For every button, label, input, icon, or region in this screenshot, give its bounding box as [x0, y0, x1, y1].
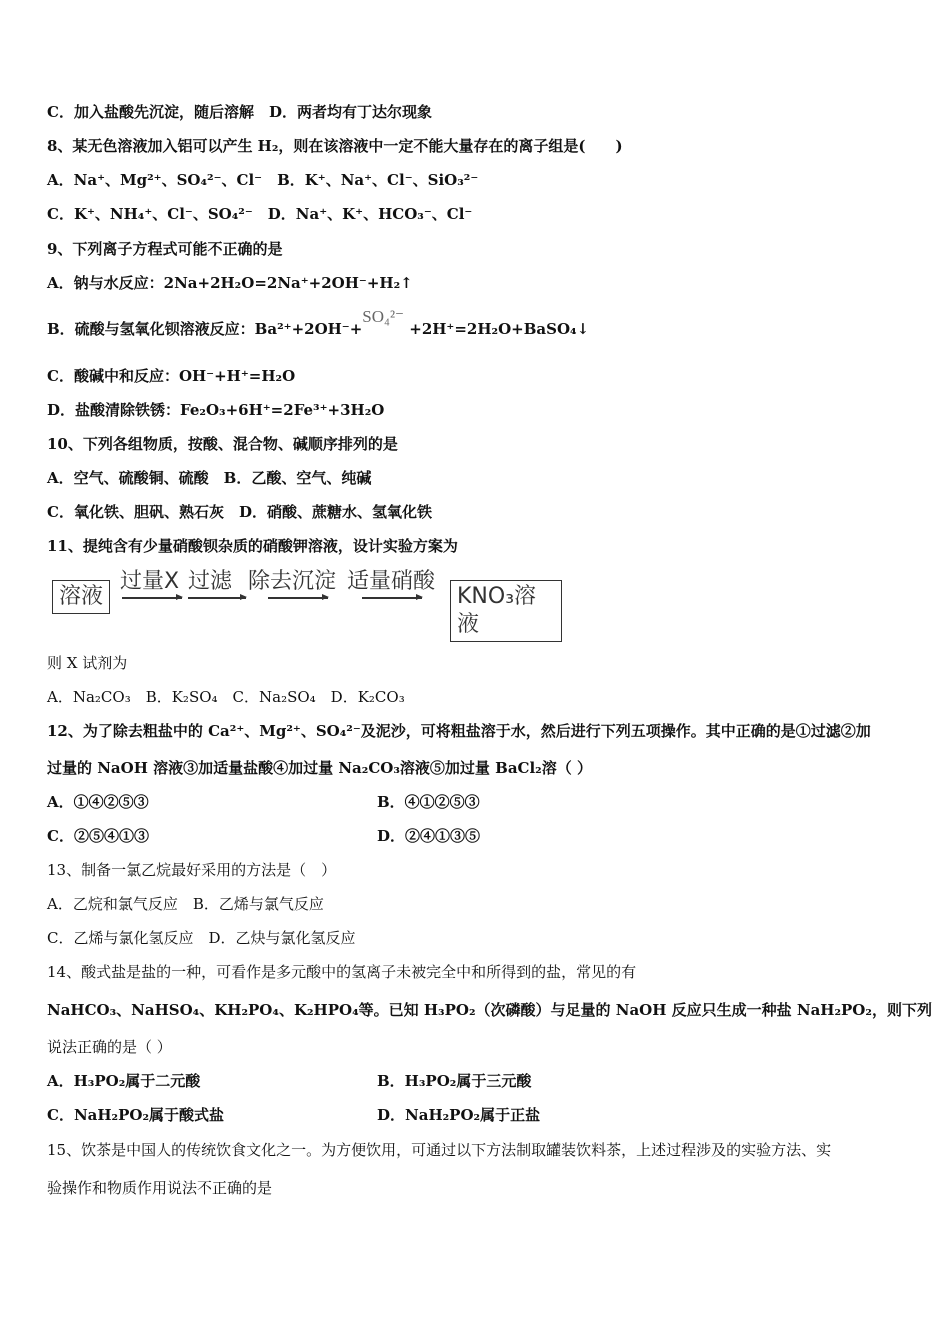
q9-option-a: A．钠与水反应：2Na+2H₂O=2Na⁺+2OH⁻+H₂↑	[47, 274, 413, 292]
sulfate-formula: SO₄²⁻	[362, 307, 405, 326]
q9-option-b-text: B．硫酸与氢氧化钡溶液反应：Ba²⁺+2OH⁻+	[47, 320, 363, 338]
q9-option-b	[47, 307, 590, 339]
q12-option-c: C．②⑤④①③	[47, 827, 149, 845]
q14-option-d: D．NaH₂PO₂属于正盐	[377, 1106, 541, 1124]
q12-stem-1: 12、为了除去粗盐中的 Ca²⁺、Mg²⁺、SO₄²⁻及泥沙，可将粗盐溶于水，然后进行下列五项操作。其中正确的是①过滤②加	[47, 722, 871, 740]
q10-options-cd: C．氧化铁、胆矾、熟石灰 D．硝酸、蔗糖水、氢氧化铁	[47, 503, 432, 521]
arrow-icon	[188, 597, 246, 599]
flow-step-2: 过滤	[188, 569, 233, 594]
q13-options-ab: A．乙烷和氯气反应 B．乙烯与氯气反应	[47, 895, 324, 913]
q14-option-b: B．H₃PO₂属于三元酸	[377, 1072, 532, 1090]
arrow-icon	[122, 597, 182, 599]
q12-options-cd	[47, 826, 481, 846]
flow-step-1: 过量X	[120, 569, 180, 594]
q11-flow-diagram	[52, 568, 562, 637]
q12-option-b: B．④①②⑤③	[377, 793, 480, 811]
q8-options-ab: A．Na⁺、Mg²⁺、SO₄²⁻、Cl⁻ B．K⁺、Na⁺、Cl⁻、SiO₃²⁻	[47, 171, 479, 189]
arrow-icon	[268, 597, 328, 599]
q14-option-a: A．H₃PO₂属于二元酸	[47, 1072, 201, 1090]
flow-step-4: 适量硝酸	[347, 569, 436, 594]
q13-stem: 13、制备一氯乙烷最好采用的方法是（ ）	[47, 861, 337, 879]
q14-stem-2: NaHCO₃、NaHSO₄、KH₂PO₄、K₂HPO₄等。已知 H₃PO₂（次磷酸）与足量的 NaOH 反应只生成一种盐 NaH₂PO₂，则下列	[47, 1001, 932, 1019]
q14-options-cd	[47, 1105, 541, 1125]
q11-question: 则 X 试剂为	[47, 654, 128, 672]
q9-option-b-rest: +2H⁺=2H₂O+BaSO₄↓	[404, 320, 590, 338]
q13-options-cd: C．乙烯与氯化氢反应 D．乙炔与氯化氢反应	[47, 929, 356, 947]
q14-stem-1: 14、酸式盐是盐的一种，可看作是多元酸中的氢离子未被完全中和所得到的盐，常见的有	[47, 963, 637, 981]
q12-options-ab	[47, 792, 480, 812]
q14-options-ab	[47, 1071, 532, 1091]
q12-stem-2: 过量的 NaOH 溶液③加适量盐酸④加过量 Na₂CO₃溶液⑤加过量 BaCl₂溶（ ）	[47, 759, 592, 777]
q8-stem: 8、某无色溶液加入铝可以产生 H₂，则在该溶液中一定不能大量存在的离子组是( )	[47, 137, 623, 155]
flow-start-box: 溶液	[52, 580, 110, 614]
flow-end-box: KNO₃溶液	[450, 580, 562, 642]
q10-options-ab: A．空气、硫酸铜、硫酸 B．乙酸、空气、纯碱	[47, 469, 372, 487]
q11-options: A．Na₂CO₃ B．K₂SO₄ C．Na₂SO₄ D．K₂CO₃	[47, 688, 405, 706]
q14-option-c: C．NaH₂PO₂属于酸式盐	[47, 1106, 225, 1124]
q14-stem-3: 说法正确的是（ ）	[47, 1038, 172, 1056]
q8-options-cd: C．K⁺、NH₄⁺、Cl⁻、SO₄²⁻ D．Na⁺、K⁺、HCO₃⁻、Cl⁻	[47, 205, 473, 223]
flow-step-3: 除去沉淀	[248, 569, 337, 594]
q10-stem: 10、下列各组物质，按酸、混合物、碱顺序排列的是	[47, 435, 398, 453]
q12-option-d: D．②④①③⑤	[377, 827, 481, 845]
q9-stem: 9、下列离子方程式可能不正确的是	[47, 240, 283, 258]
q9-option-c: C．酸碱中和反应：OH⁻+H⁺=H₂O	[47, 367, 296, 385]
q9-option-d: D．盐酸清除铁锈：Fe₂O₃+6H⁺=2Fe³⁺+3H₂O	[47, 401, 385, 419]
arrow-icon	[362, 597, 422, 599]
q12-option-a: A．①④②⑤③	[47, 793, 149, 811]
q7-options-cd: C．加入盐酸先沉淀，随后溶解 D．两者均有丁达尔现象	[47, 103, 432, 121]
q15-stem-2: 验操作和物质作用说法不正确的是	[47, 1179, 273, 1197]
q15-stem-1: 15、饮茶是中国人的传统饮食文化之一。为方便饮用，可通过以下方法制取罐装饮料茶，上述过程涉及的实验方法、实	[47, 1141, 832, 1159]
q11-stem: 11、提纯含有少量硝酸钡杂质的硝酸钾溶液，设计实验方案为	[47, 537, 458, 555]
